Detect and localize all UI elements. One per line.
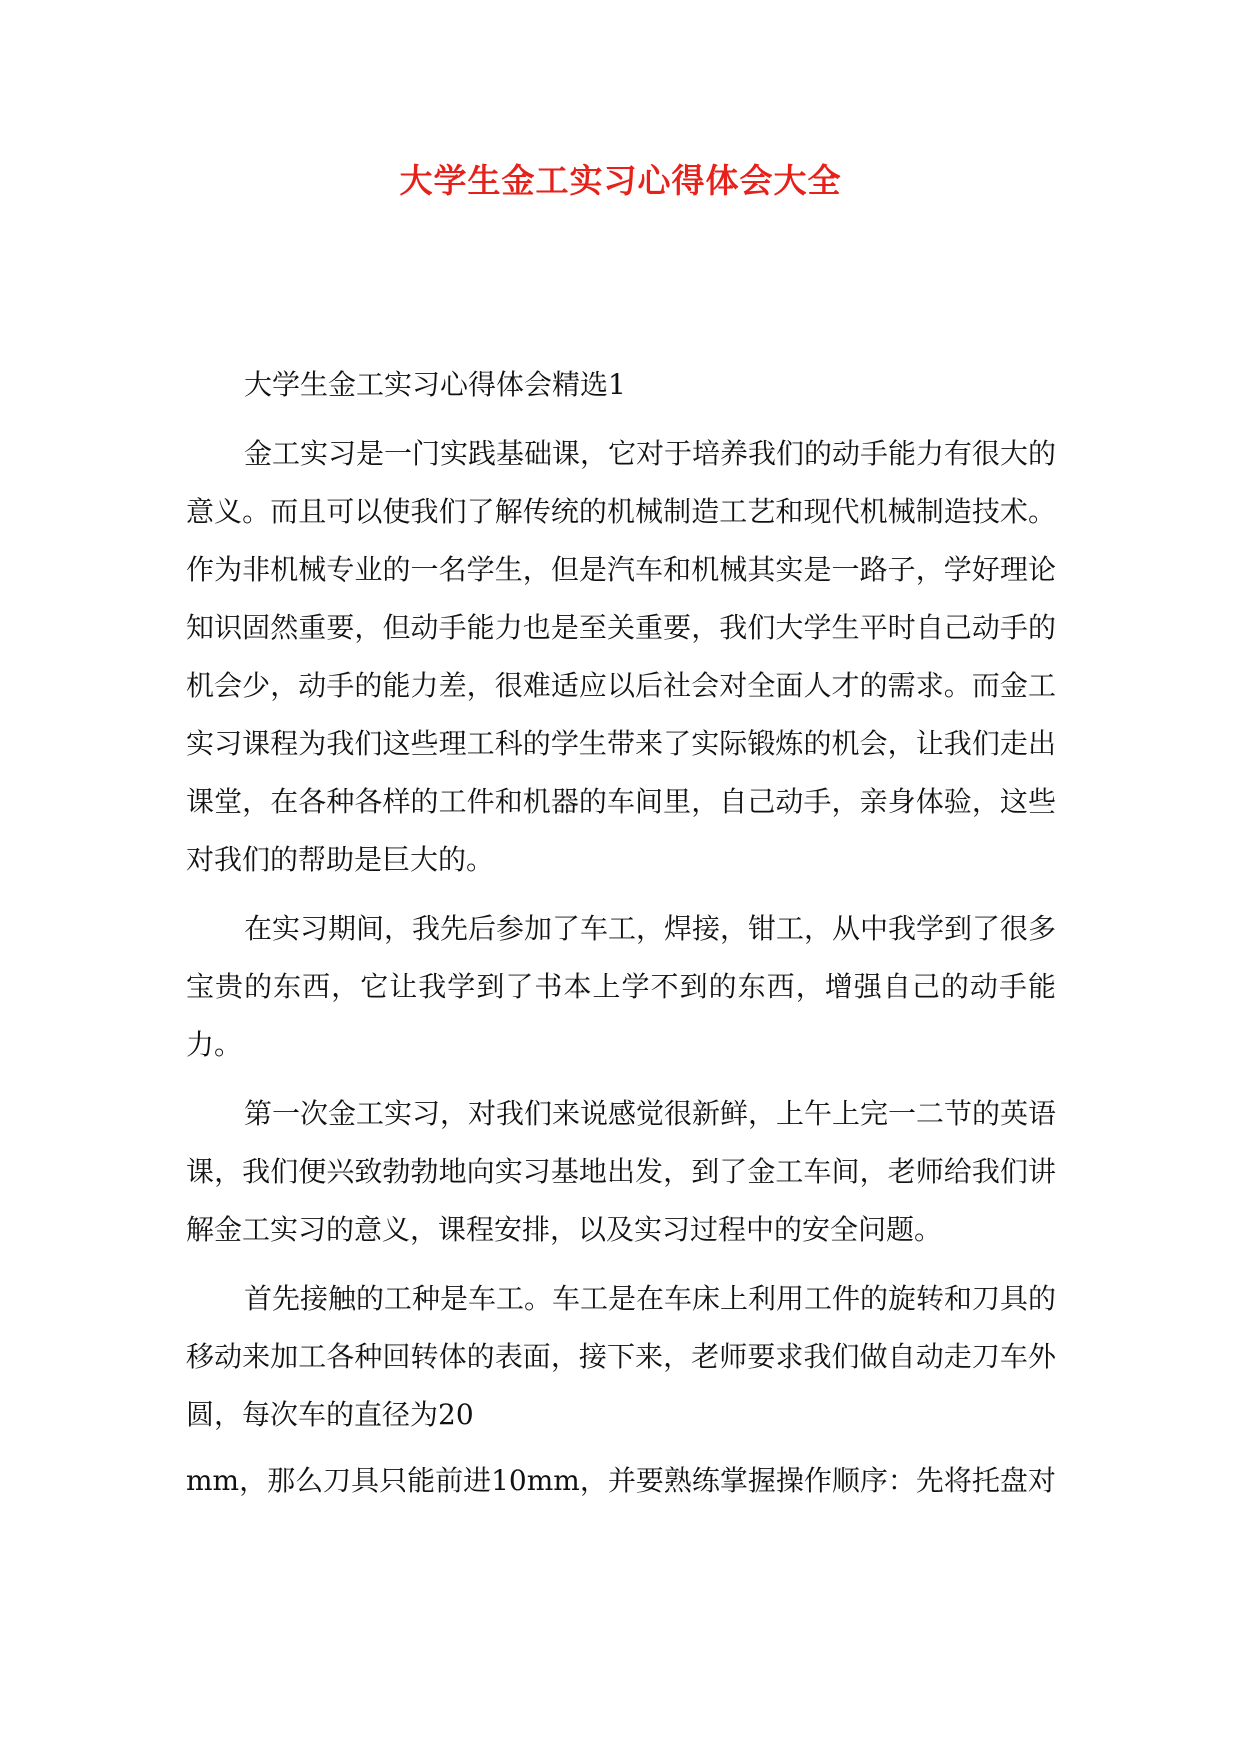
document-body [186,356,1056,1521]
paragraph: 首先接触的工种是车工。车工是在车床上利用工件的旋转和刀具的移动来加工各种回转体的表面，接下来，老师要求我们做自动走刀车外圆，每次车的直径为20 [186,1282,1057,1431]
paragraph: 金工实习是一门实践基础课，它对于培养我们的动手能力有很大的意义。而且可以使我们了解传统的机械制造工艺和现代机械制造技术。作为非机械专业的一名学生，但是汽车和机械其实是一路子，学好理论知识固然重要，但动手能力也是至关重要，我们大学生平时自己动手的机会少，动手的能力差，很难适应以后社会对全面人才的需求。而金工实习课程为我们这些理工科的学生带来了实际锻炼的机会，让我们走出课堂，在各种各样的工件和机器的车间里，自己动手，亲身体验，这些对我们的帮助是巨大的。 [186,437,1057,876]
paragraph: 在实习期间，我先后参加了车工，焊接，钳工，从中我学到了很多宝贵的东西，它让我学到了书本上学不到的东西，增强自己的动手能力。 [186,912,1057,1061]
paragraph: 第一次金工实习，对我们来说感觉很新鲜，上午上完一二节的英语课，我们便兴致勃勃地向实习基地出发，到了金工车间，老师给我们讲解金工实习的意义，课程安排，以及实习过程中的安全问题。 [186,1097,1057,1246]
document-title: 大学生金工实习心得体会大全 [399,161,842,200]
section-heading: 大学生金工实习心得体会精选1 [244,368,626,401]
paragraph-continuation: mm，那么刀具只能前进10mm，并要熟练掌握操作顺序：先将托盘对 [186,1464,1056,1497]
